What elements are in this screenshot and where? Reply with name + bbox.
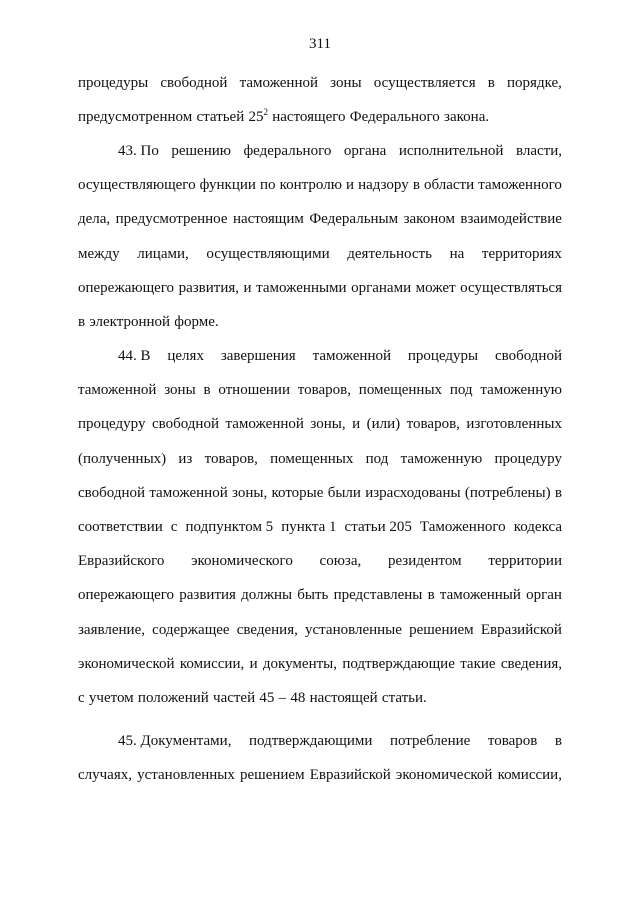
word: таможенную	[400, 450, 483, 467]
word: завершения	[220, 348, 296, 364]
word: может	[415, 279, 456, 296]
word: таможенного	[478, 177, 562, 194]
word: таможенной	[239, 75, 318, 91]
word: экономической	[395, 767, 493, 784]
text-line	[78, 271, 562, 305]
word: должны	[241, 587, 293, 604]
word: в электронной форме.	[78, 313, 219, 330]
text-line	[78, 100, 562, 134]
word: потребление	[389, 733, 471, 749]
word: экономической	[78, 655, 175, 672]
word: осуществляться	[460, 279, 562, 296]
word: настоящим	[232, 211, 304, 228]
word: такие	[460, 655, 496, 672]
word: 45. Документами,	[118, 733, 232, 749]
word: функции	[199, 177, 256, 194]
word: развития	[179, 587, 236, 604]
page-number: 311	[309, 36, 331, 52]
word: Евразийской	[309, 767, 391, 784]
word: Евразийской	[480, 621, 562, 638]
text-line	[78, 613, 562, 647]
word: процедуры	[407, 348, 479, 364]
word: товаров	[487, 733, 538, 749]
word: дела,	[78, 211, 111, 228]
text-line	[78, 202, 562, 236]
word: решением	[409, 621, 474, 638]
word: с	[170, 518, 178, 535]
word: подпунктом 5	[185, 518, 274, 535]
word: (или)	[366, 416, 401, 433]
word: подтверждающие	[342, 655, 455, 672]
text-line	[78, 407, 562, 441]
word: осуществляющего	[78, 177, 196, 194]
word: между	[78, 245, 120, 262]
word: таможенными	[256, 279, 347, 296]
paragraph-p43	[78, 134, 562, 339]
word: Федеральным	[309, 211, 399, 228]
text-line	[78, 305, 562, 339]
word: товаров,	[204, 450, 258, 467]
word: израсходованы	[365, 484, 461, 501]
word: зоны	[330, 75, 362, 91]
text-line	[78, 510, 562, 544]
text-line	[78, 134, 562, 168]
word: 43. По	[118, 143, 159, 159]
word: порядке,	[507, 75, 562, 91]
word: решению	[171, 143, 231, 159]
word: области	[423, 177, 475, 194]
word: осуществляющими	[206, 245, 330, 262]
word: комиссии,	[179, 655, 245, 672]
word: свободной	[494, 348, 562, 364]
word: пункта 1	[281, 518, 337, 535]
word: зоны,	[310, 416, 346, 433]
word: под	[365, 450, 389, 467]
word: и	[243, 279, 252, 296]
word: решением	[240, 767, 305, 784]
text-line	[78, 647, 562, 681]
word: соответствии	[78, 518, 163, 535]
word: предусмотренное	[115, 211, 228, 228]
text-line	[78, 442, 562, 476]
word: орган	[526, 587, 562, 604]
word: Евразийского	[78, 553, 165, 570]
text-line	[78, 168, 562, 202]
word: товаров,	[297, 382, 352, 399]
word: осуществляется	[373, 75, 476, 91]
word: процедуры	[78, 75, 149, 91]
word: отношении	[218, 382, 290, 399]
word: в	[412, 177, 420, 194]
word: на	[449, 245, 465, 262]
word: опережающего	[78, 279, 175, 296]
word: быть	[297, 587, 329, 604]
word: территории	[488, 553, 562, 570]
word: свободной	[151, 416, 219, 433]
word: товаров,	[406, 416, 460, 433]
word: в	[554, 484, 562, 501]
paragraph-p44	[78, 339, 562, 715]
word: законом	[403, 211, 455, 228]
word: сведения,	[500, 655, 562, 672]
word: с учетом положений частей 45 – 48 настоящей статьи.	[78, 689, 427, 706]
word: процедуру	[78, 416, 146, 433]
word: территориях	[481, 245, 562, 262]
word: установленные	[305, 621, 402, 638]
word: свободной	[160, 75, 228, 91]
word: кодекса	[513, 518, 562, 535]
word: под	[449, 382, 473, 399]
paragraph-p45	[78, 724, 562, 792]
word: в	[554, 733, 562, 749]
word: случаях,	[78, 767, 132, 784]
word: исполнительной	[398, 143, 504, 159]
word: которые	[271, 484, 324, 501]
word: 44. В	[118, 348, 151, 364]
text-line	[78, 681, 562, 715]
word: в	[427, 587, 435, 604]
word: деятельность	[347, 245, 432, 262]
word: власти,	[515, 143, 562, 159]
word: свободной	[78, 484, 146, 501]
text-line	[78, 724, 562, 758]
word: предусмотренном статьей $25^2$ настоящего Федерального закона.	[78, 107, 490, 126]
text-line	[78, 476, 562, 510]
word: были	[327, 484, 361, 501]
word: таможенный	[439, 587, 521, 604]
word: и	[249, 655, 258, 672]
word: из	[178, 450, 193, 467]
word: подтверждающими	[249, 733, 373, 749]
word: таможенной	[312, 348, 391, 364]
text-line	[78, 578, 562, 612]
text-line	[78, 66, 562, 100]
word: экономического	[191, 553, 293, 570]
text-line	[78, 758, 562, 792]
word: по	[260, 177, 276, 194]
text-line	[78, 339, 562, 373]
word: (потреблены)	[464, 484, 551, 501]
word: таможенной	[225, 416, 304, 433]
text-line	[78, 237, 562, 271]
word: в	[487, 75, 495, 91]
word: статьи 205	[344, 518, 412, 535]
word: таможенной	[149, 484, 228, 501]
text-line	[78, 544, 562, 578]
word: союза,	[319, 553, 362, 570]
text-line	[78, 373, 562, 407]
word: представлены	[333, 587, 423, 604]
word: помещенных	[270, 450, 354, 467]
word: зоны	[164, 382, 196, 399]
word: лицами,	[137, 245, 189, 262]
word: помещенных	[358, 382, 443, 399]
word: таможенную	[480, 382, 562, 399]
word: Таможенного	[419, 518, 506, 535]
paragraph-cont	[78, 66, 562, 134]
word: в	[203, 382, 211, 399]
word: федерального	[243, 143, 332, 159]
word: контролю	[279, 177, 342, 194]
word: опережающего	[78, 587, 175, 604]
word: надзору	[358, 177, 409, 194]
word: зоны,	[232, 484, 268, 501]
word: документы,	[262, 655, 337, 672]
word: органа	[343, 143, 387, 159]
word: (полученных)	[78, 450, 167, 467]
word: процедуру	[494, 450, 562, 467]
word: резидентом	[387, 553, 462, 570]
word: взаимодействие	[460, 211, 562, 228]
word: целях	[167, 348, 204, 364]
word: заявление,	[78, 621, 145, 638]
word: изготовленных	[466, 416, 562, 433]
word: органами	[351, 279, 412, 296]
word: таможенной	[78, 382, 157, 399]
word: и	[352, 416, 361, 433]
word: комиссии,	[497, 767, 562, 784]
word: установленных	[137, 767, 235, 784]
word: и	[345, 177, 355, 194]
word: сведения,	[236, 621, 298, 638]
word: развития,	[178, 279, 240, 296]
word: содержащее	[152, 621, 230, 638]
